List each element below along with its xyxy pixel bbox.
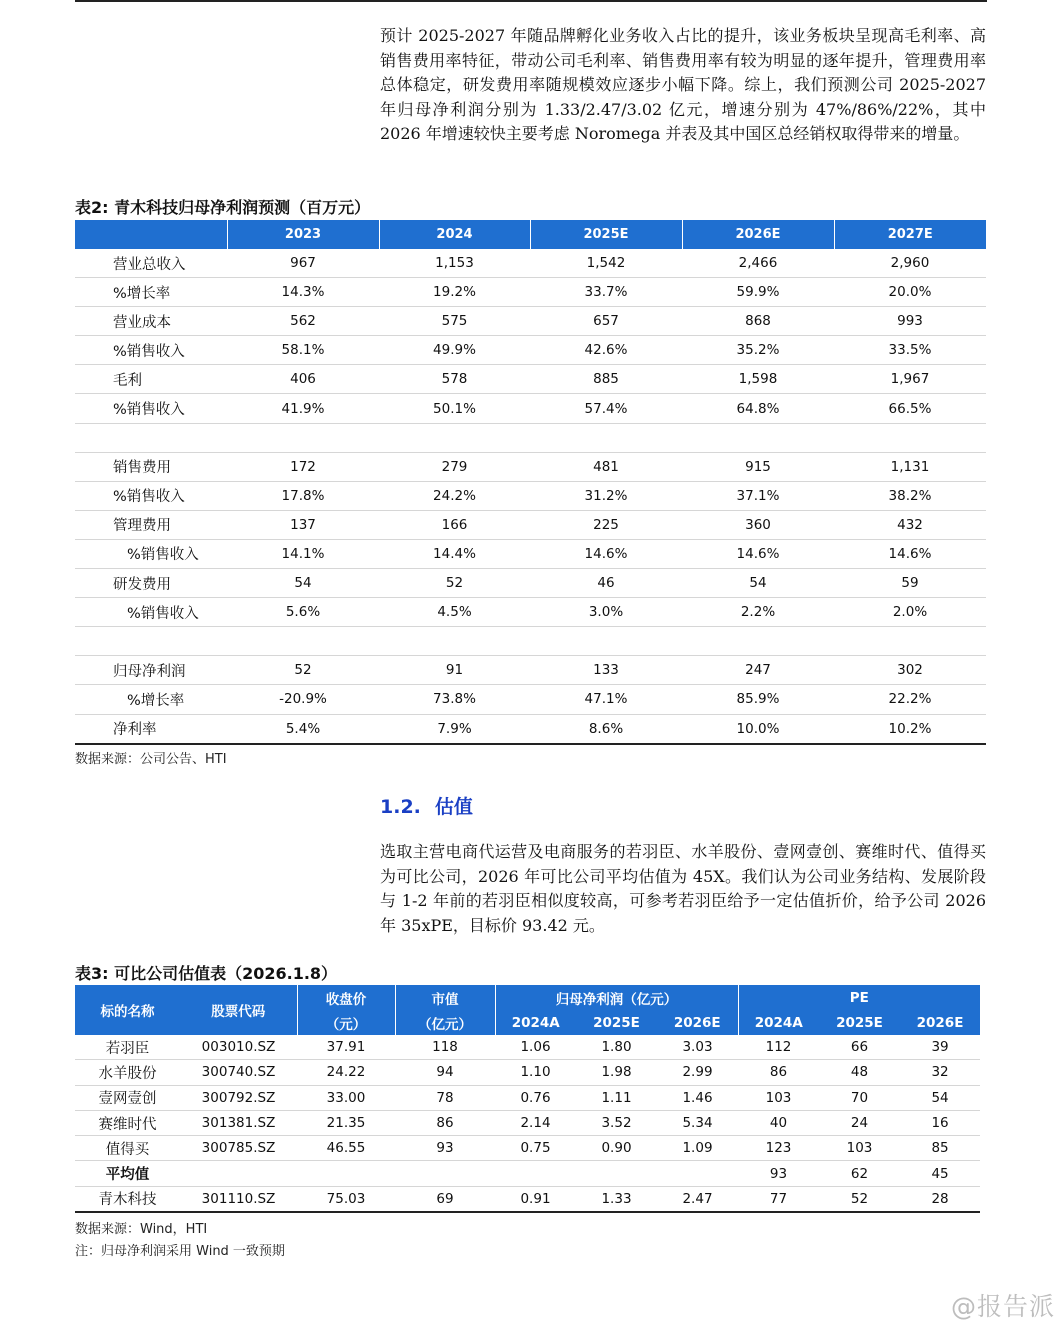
table2-caption: 表2: 青木科技归母净利润预测（百万元） — [75, 198, 371, 217]
table-row — [75, 685, 986, 714]
company-name: 若羽臣 — [75, 1035, 180, 1060]
table-cell: 3.0% — [530, 598, 682, 627]
table-cell: 300740.SZ — [180, 1060, 297, 1085]
table-cell: 45 — [900, 1161, 980, 1186]
table-cell: 62 — [819, 1161, 900, 1186]
table-cell: 93 — [738, 1161, 819, 1186]
table-cell: 300785.SZ — [180, 1136, 297, 1161]
table-cell: 14.1% — [227, 539, 379, 568]
top-rule — [75, 0, 987, 2]
row-label: %销售收入 — [75, 394, 227, 423]
table-cell: 1.33 — [576, 1186, 657, 1212]
table-cell — [657, 1161, 738, 1186]
row-label: 管理费用 — [75, 510, 227, 539]
company-name: 值得买 — [75, 1136, 180, 1161]
table-cell — [576, 1161, 657, 1186]
table-cell: 481 — [530, 452, 682, 481]
table-cell — [227, 627, 379, 656]
table-cell: 75.03 — [297, 1186, 395, 1212]
table-cell: 1,131 — [834, 452, 986, 481]
table-cell: 1.06 — [495, 1035, 576, 1060]
table-cell: 915 — [682, 452, 834, 481]
row-label: 研发费用 — [75, 569, 227, 598]
table-cell: 66 — [819, 1035, 900, 1060]
table-cell — [395, 1161, 495, 1186]
table-cell: 118 — [395, 1035, 495, 1060]
table-cell: 47.1% — [530, 685, 682, 714]
table-cell: 0.76 — [495, 1085, 576, 1110]
table-cell: 993 — [834, 307, 986, 336]
table-cell: 967 — [227, 249, 379, 278]
table-cell — [180, 1161, 297, 1186]
table-cell: 19.2% — [379, 278, 530, 307]
table-cell: 46.55 — [297, 1136, 395, 1161]
table-cell: 38.2% — [834, 481, 986, 510]
table-row — [75, 423, 986, 452]
row-label: %销售收入 — [75, 598, 227, 627]
table-cell: 172 — [227, 452, 379, 481]
section-number: 1.2. — [380, 796, 421, 818]
table-cell: 57.4% — [530, 394, 682, 423]
table-cell: 59 — [834, 569, 986, 598]
table-cell: 279 — [379, 452, 530, 481]
col-code-header: 股票代码 — [180, 985, 297, 1035]
table-cell: 0.90 — [576, 1136, 657, 1161]
table-cell: 2.47 — [657, 1186, 738, 1212]
table2-body — [75, 249, 986, 744]
table-row — [75, 1035, 980, 1060]
company-name: 青木科技 — [75, 1186, 180, 1212]
table-cell: 21.35 — [297, 1110, 395, 1135]
table-cell: 1,598 — [682, 365, 834, 394]
table-cell — [297, 1161, 395, 1186]
year-header: 2026E — [682, 220, 834, 249]
table-cell: 54 — [227, 569, 379, 598]
table-cell: 14.6% — [682, 539, 834, 568]
table-cell: 0.91 — [495, 1186, 576, 1212]
table-cell: 1.09 — [657, 1136, 738, 1161]
year-header: 2024A — [495, 1011, 576, 1035]
table-row — [75, 1110, 980, 1135]
table-cell: 301381.SZ — [180, 1110, 297, 1135]
forecast-paragraph: 预计 2025-2027 年随品牌孵化业务收入占比的提升，该业务板块呈现高毛利率、高销售费用率特征，带动公司毛利率、销售费用率有较为明显的逐年提升，管理费用率总体稳定，研发费用率随规模效应逐步小幅下降。综上，我们预测公司 2025-2027 年归母净利润分别为 1.33/2.47/3.02 亿元，增速分别为 47%/86%/22%，其中 2026 年增速较快主要考虑 Noromega 并表及其中国区总经销权取得带来的增量。 — [380, 26, 986, 143]
year-header: 2027E — [834, 220, 986, 249]
year-header: 2026E — [657, 1011, 738, 1035]
row-label: 营业总收入 — [75, 249, 227, 278]
table-cell: 42.6% — [530, 336, 682, 365]
table-cell: 003010.SZ — [180, 1035, 297, 1060]
table-cell: 94 — [395, 1060, 495, 1085]
table-cell: 432 — [834, 510, 986, 539]
table-cell: 302 — [834, 656, 986, 685]
col-mcap-unit: （亿元） — [395, 1011, 495, 1035]
table-cell: 17.8% — [227, 481, 379, 510]
table-cell: 52 — [379, 569, 530, 598]
table-cell: 1,153 — [379, 249, 530, 278]
table-cell: 10.2% — [834, 714, 986, 744]
table-cell: 77 — [738, 1186, 819, 1212]
table-cell: 301110.SZ — [180, 1186, 297, 1212]
table-row — [75, 394, 986, 423]
table-cell: 4.5% — [379, 598, 530, 627]
table-cell: 86 — [738, 1060, 819, 1085]
table-row — [75, 365, 986, 394]
table-cell — [682, 627, 834, 656]
table-cell — [495, 1161, 576, 1186]
year-header: 2025E — [819, 1011, 900, 1035]
table-cell: 5.34 — [657, 1110, 738, 1135]
table-cell: 52 — [227, 656, 379, 685]
table-cell: 33.5% — [834, 336, 986, 365]
table-cell: 8.6% — [530, 714, 682, 744]
table-row — [75, 452, 986, 481]
table-cell: 58.1% — [227, 336, 379, 365]
table-cell: 31.2% — [530, 481, 682, 510]
section-title: 估值 — [434, 796, 473, 818]
comparable-valuation-table — [75, 985, 980, 1213]
table-cell: 86 — [395, 1110, 495, 1135]
table-cell: 22.2% — [834, 685, 986, 714]
table-cell: 33.7% — [530, 278, 682, 307]
table-row — [75, 249, 986, 278]
company-name: 壹网壹创 — [75, 1085, 180, 1110]
table-cell: 2.2% — [682, 598, 834, 627]
table-cell: 657 — [530, 307, 682, 336]
table2-source: 数据来源：公司公告、HTI — [75, 752, 227, 767]
table-cell: 73.8% — [379, 685, 530, 714]
table-row — [75, 714, 986, 744]
table-cell: 64.8% — [682, 394, 834, 423]
table-cell: 868 — [682, 307, 834, 336]
table-cell: 2.0% — [834, 598, 986, 627]
year-header: 2026E — [900, 1011, 980, 1035]
table3-note: 注：归母净利润采用 Wind 一致预期 — [75, 1244, 285, 1259]
table-cell: 885 — [530, 365, 682, 394]
table-cell: 2,466 — [682, 249, 834, 278]
table-cell — [834, 627, 986, 656]
table-cell — [682, 423, 834, 452]
table-cell: 69 — [395, 1186, 495, 1212]
row-label — [75, 423, 227, 452]
col-pe-header: PE — [738, 985, 980, 1011]
table-cell — [530, 627, 682, 656]
table-cell: 24.22 — [297, 1060, 395, 1085]
table-row — [75, 1060, 980, 1085]
table-cell: 54 — [900, 1085, 980, 1110]
table-cell: 32 — [900, 1060, 980, 1085]
company-name: 水羊股份 — [75, 1060, 180, 1085]
table-cell: 1.80 — [576, 1035, 657, 1060]
table-cell: 2.99 — [657, 1060, 738, 1085]
table-cell: 41.9% — [227, 394, 379, 423]
table-cell: 3.52 — [576, 1110, 657, 1135]
table-cell: 562 — [227, 307, 379, 336]
table-cell: 24 — [819, 1110, 900, 1135]
col-mcap-header: 市值 — [395, 985, 495, 1011]
table-cell: 20.0% — [834, 278, 986, 307]
table-row — [75, 481, 986, 510]
table-cell: 37.1% — [682, 481, 834, 510]
table-row — [75, 1136, 980, 1161]
table-row — [75, 598, 986, 627]
table-row — [75, 627, 986, 656]
table-cell: 166 — [379, 510, 530, 539]
table-cell: 2.14 — [495, 1110, 576, 1135]
table2-header-row — [75, 220, 986, 249]
year-header: 2023 — [227, 220, 379, 249]
table-cell: 360 — [682, 510, 834, 539]
table-cell: 1.46 — [657, 1085, 738, 1110]
table-cell: 14.4% — [379, 539, 530, 568]
table-cell: 14.3% — [227, 278, 379, 307]
table-row — [75, 1161, 980, 1186]
table-cell: 5.4% — [227, 714, 379, 744]
table-cell: 300792.SZ — [180, 1085, 297, 1110]
table-cell: 1.98 — [576, 1060, 657, 1085]
row-label: %增长率 — [75, 685, 227, 714]
table-cell: 112 — [738, 1035, 819, 1060]
table-cell: 85 — [900, 1136, 980, 1161]
table-cell: 48 — [819, 1060, 900, 1085]
row-label: 营业成本 — [75, 307, 227, 336]
table-cell: 123 — [738, 1136, 819, 1161]
table-cell: 24.2% — [379, 481, 530, 510]
table-cell: 225 — [530, 510, 682, 539]
table-cell: 14.6% — [530, 539, 682, 568]
table-cell: 133 — [530, 656, 682, 685]
table-row — [75, 336, 986, 365]
table-cell: 49.9% — [379, 336, 530, 365]
table-cell: 7.9% — [379, 714, 530, 744]
col-profit-header: 归母净利润（亿元） — [495, 985, 738, 1011]
row-label: 净利率 — [75, 714, 227, 744]
table-row — [75, 539, 986, 568]
year-header: 2025E — [576, 1011, 657, 1035]
table-cell: 59.9% — [682, 278, 834, 307]
table-cell: 16 — [900, 1110, 980, 1135]
table-cell: 3.03 — [657, 1035, 738, 1060]
table-cell: 93 — [395, 1136, 495, 1161]
table-cell: 39 — [900, 1035, 980, 1060]
table3-body — [75, 1035, 980, 1212]
table-cell: 247 — [682, 656, 834, 685]
table-cell: 50.1% — [379, 394, 530, 423]
row-label: %销售收入 — [75, 539, 227, 568]
table-cell: 103 — [738, 1085, 819, 1110]
valuation-paragraph: 选取主营电商代运营及电商服务的若羽臣、水羊股份、壹网壹创、赛维时代、值得买为可比公司，2026 年可比公司平均估值为 45X。我们认为公司业务结构、发展阶段与 1-2 年前的若羽臣相似度较高，可参考若羽臣给予一定估值折价，给予公司 2026 年 35xPE，目标价 93.42 元。 — [380, 842, 986, 935]
table-cell: 78 — [395, 1085, 495, 1110]
watermark: @报告派 — [950, 1292, 1055, 1321]
table-cell: 10.0% — [682, 714, 834, 744]
table-row — [75, 1085, 980, 1110]
table-row — [75, 278, 986, 307]
col-name-header: 标的名称 — [75, 985, 180, 1035]
table-cell: 85.9% — [682, 685, 834, 714]
year-header: 2025E — [530, 220, 682, 249]
row-label — [75, 627, 227, 656]
table-cell: 66.5% — [834, 394, 986, 423]
table-cell — [834, 423, 986, 452]
net-profit-forecast-table — [75, 220, 986, 745]
table-cell: 103 — [819, 1136, 900, 1161]
row-label: 归母净利润 — [75, 656, 227, 685]
table-cell: 35.2% — [682, 336, 834, 365]
corner-header — [75, 220, 227, 249]
row-label: 毛利 — [75, 365, 227, 394]
table-cell — [227, 423, 379, 452]
table-cell: 91 — [379, 656, 530, 685]
table-row — [75, 656, 986, 685]
section-heading — [380, 792, 473, 819]
table-cell: 46 — [530, 569, 682, 598]
company-name: 赛维时代 — [75, 1110, 180, 1135]
table-row — [75, 510, 986, 539]
table-cell: 54 — [682, 569, 834, 598]
col-close-header: 收盘价 — [297, 985, 395, 1011]
table-cell: 406 — [227, 365, 379, 394]
year-header: 2024 — [379, 220, 530, 249]
table-cell: 37.91 — [297, 1035, 395, 1060]
table-cell: -20.9% — [227, 685, 379, 714]
table-cell: 0.75 — [495, 1136, 576, 1161]
table-cell: 2,960 — [834, 249, 986, 278]
table-cell: 1.10 — [495, 1060, 576, 1085]
table-cell: 1.11 — [576, 1085, 657, 1110]
table-cell: 1,967 — [834, 365, 986, 394]
table-cell: 578 — [379, 365, 530, 394]
table-cell: 1,542 — [530, 249, 682, 278]
table3-source: 数据来源：Wind，HTI — [75, 1222, 208, 1237]
table-cell: 52 — [819, 1186, 900, 1212]
table-cell: 33.00 — [297, 1085, 395, 1110]
table-cell — [530, 423, 682, 452]
table-cell: 137 — [227, 510, 379, 539]
table-cell: 5.6% — [227, 598, 379, 627]
row-label: %销售收入 — [75, 336, 227, 365]
year-header: 2024A — [738, 1011, 819, 1035]
table-row — [75, 1186, 980, 1212]
row-label: %增长率 — [75, 278, 227, 307]
table-cell — [379, 627, 530, 656]
company-name: 平均值 — [75, 1161, 180, 1186]
row-label: 销售费用 — [75, 452, 227, 481]
col-close-unit: （元） — [297, 1011, 395, 1035]
table-cell: 575 — [379, 307, 530, 336]
table-cell: 40 — [738, 1110, 819, 1135]
table-cell: 28 — [900, 1186, 980, 1212]
row-label: %销售收入 — [75, 481, 227, 510]
table-cell: 70 — [819, 1085, 900, 1110]
table3-header-row-1 — [75, 985, 980, 1011]
table-row — [75, 307, 986, 336]
table-row — [75, 569, 986, 598]
table-cell — [379, 423, 530, 452]
table3-caption: 表3: 可比公司估值表（2026.1.8） — [75, 964, 338, 983]
table-cell: 14.6% — [834, 539, 986, 568]
